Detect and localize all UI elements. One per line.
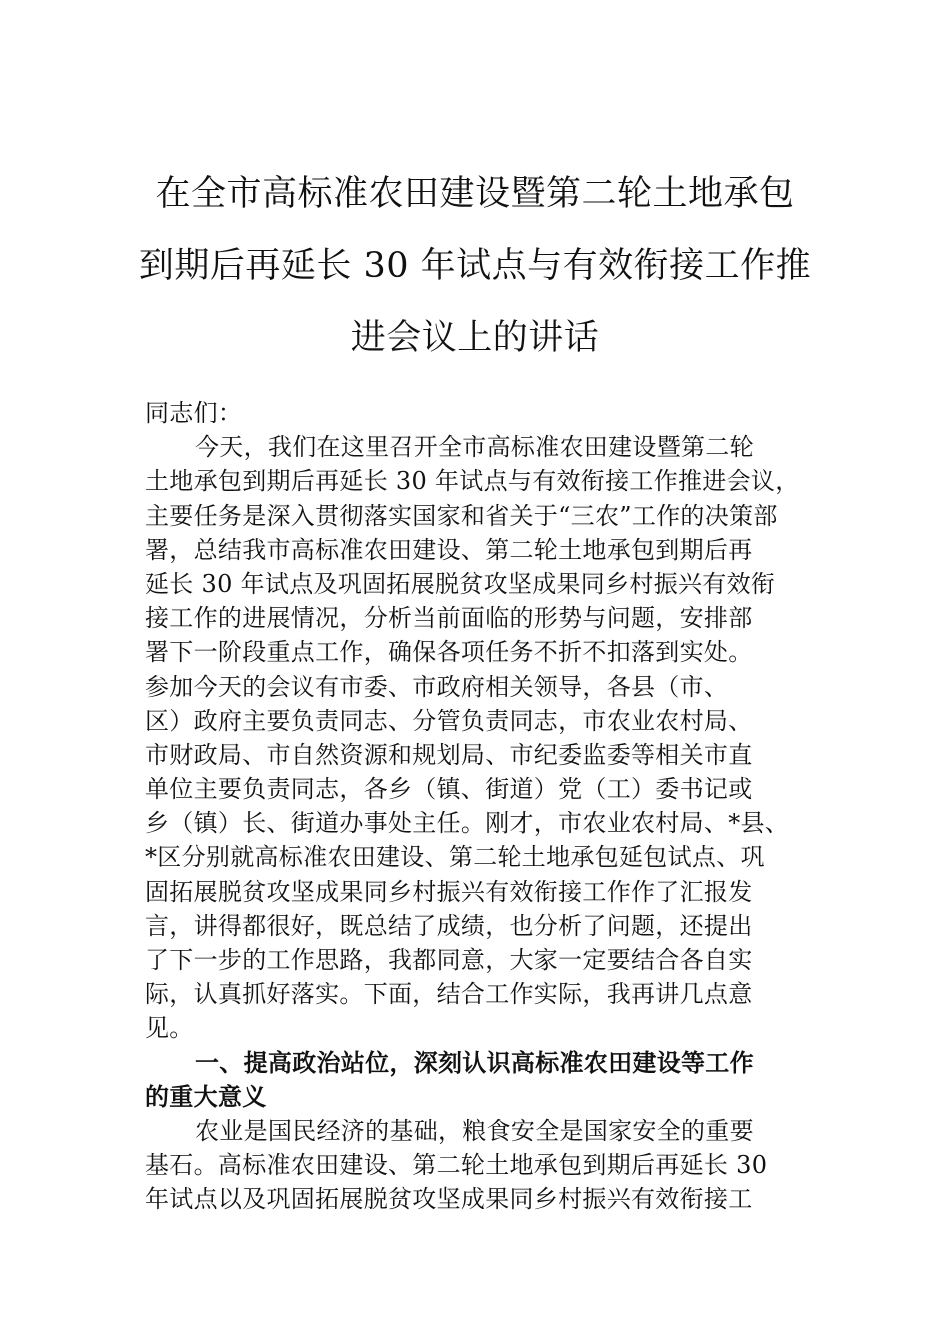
title-line: 进会议上的讲话 bbox=[350, 318, 600, 358]
paragraph-line: 基石。高标准农田建设、第二轮土地承包到期后再延长 30 bbox=[145, 1151, 768, 1180]
paragraph-line: 区）政府主要负责同志、分管负责同志，市农业农村局、 bbox=[145, 706, 753, 735]
section-heading: 一、提高政治站位，深刻认识高标准农田建设等工作 bbox=[195, 1047, 754, 1077]
paragraph-line: 参加今天的会议有市委、市政府相关领导，各县（市、 bbox=[145, 672, 729, 701]
paragraph-line: 单位主要负责同志，各乡（镇、街道）党（工）委书记或 bbox=[145, 775, 753, 804]
paragraph-line: 见。 bbox=[145, 1014, 194, 1043]
title-line: 在全市高标准农田建设暨第二轮土地承包 bbox=[155, 174, 795, 214]
paragraph-line: 了下一步的工作思路，我都同意，大家一定要结合各自实 bbox=[145, 946, 753, 974]
paragraph-line: 主要任务是深入贯彻落实国家和省关于“三农”工作的决策部 bbox=[145, 501, 778, 530]
paragraph-line: 年试点以及巩固拓展脱贫攻坚成果同乡村振兴有效衔接工 bbox=[145, 1185, 753, 1214]
paragraph-line: 今天，我们在这里召开全市高标准农田建设暨第二轮 bbox=[195, 433, 754, 462]
paragraph-line: *区分别就高标准农田建设、第二轮土地承包延包试点、巩 bbox=[145, 843, 765, 872]
document-body bbox=[145, 396, 815, 1217]
title-line: 到期后再延长 30 年试点与有效衔接工作推 bbox=[138, 246, 812, 286]
paragraph-line: 固拓展脱贫攻坚成果同乡村振兴有效衔接工作作了汇报发 bbox=[145, 877, 753, 906]
paragraph-line: 署下一阶段重点工作，确保各项任务不折不扣落到实处。 bbox=[145, 638, 753, 667]
paragraph-line: 言，讲得都很好，既总结了成绩，也分析了问题，还提出 bbox=[145, 911, 753, 940]
paragraph-line: 乡（镇）长、街道办事处主任。刚才，市农业农村局、*县、 bbox=[145, 809, 790, 838]
paragraph-line: 延长 30 年试点及巩固拓展脱贫攻坚成果同乡村振兴有效衔 bbox=[145, 569, 776, 598]
section-heading: 的重大意义 bbox=[145, 1081, 267, 1111]
paragraph-line: 际，认真抓好落实。下面，结合工作实际，我再讲几点意 bbox=[145, 980, 753, 1009]
document-title bbox=[100, 158, 850, 374]
paragraph-line: 接工作的进展情况，分析当前面临的形势与问题，安排部 bbox=[145, 604, 753, 633]
paragraph-line: 土地承包到期后再延长 30 年试点与有效衔接工作推进会议， bbox=[145, 467, 800, 496]
paragraph-line: 署，总结我市高标准农田建设、第二轮土地承包到期后再 bbox=[145, 535, 753, 564]
paragraph-line: 农业是国民经济的基础，粮食安全是国家安全的重要 bbox=[195, 1116, 754, 1145]
paragraph-line: 市财政局、市自然资源和规划局、市纪委监委等相关市直 bbox=[145, 740, 753, 769]
salutation: 同志们： bbox=[145, 399, 243, 427]
